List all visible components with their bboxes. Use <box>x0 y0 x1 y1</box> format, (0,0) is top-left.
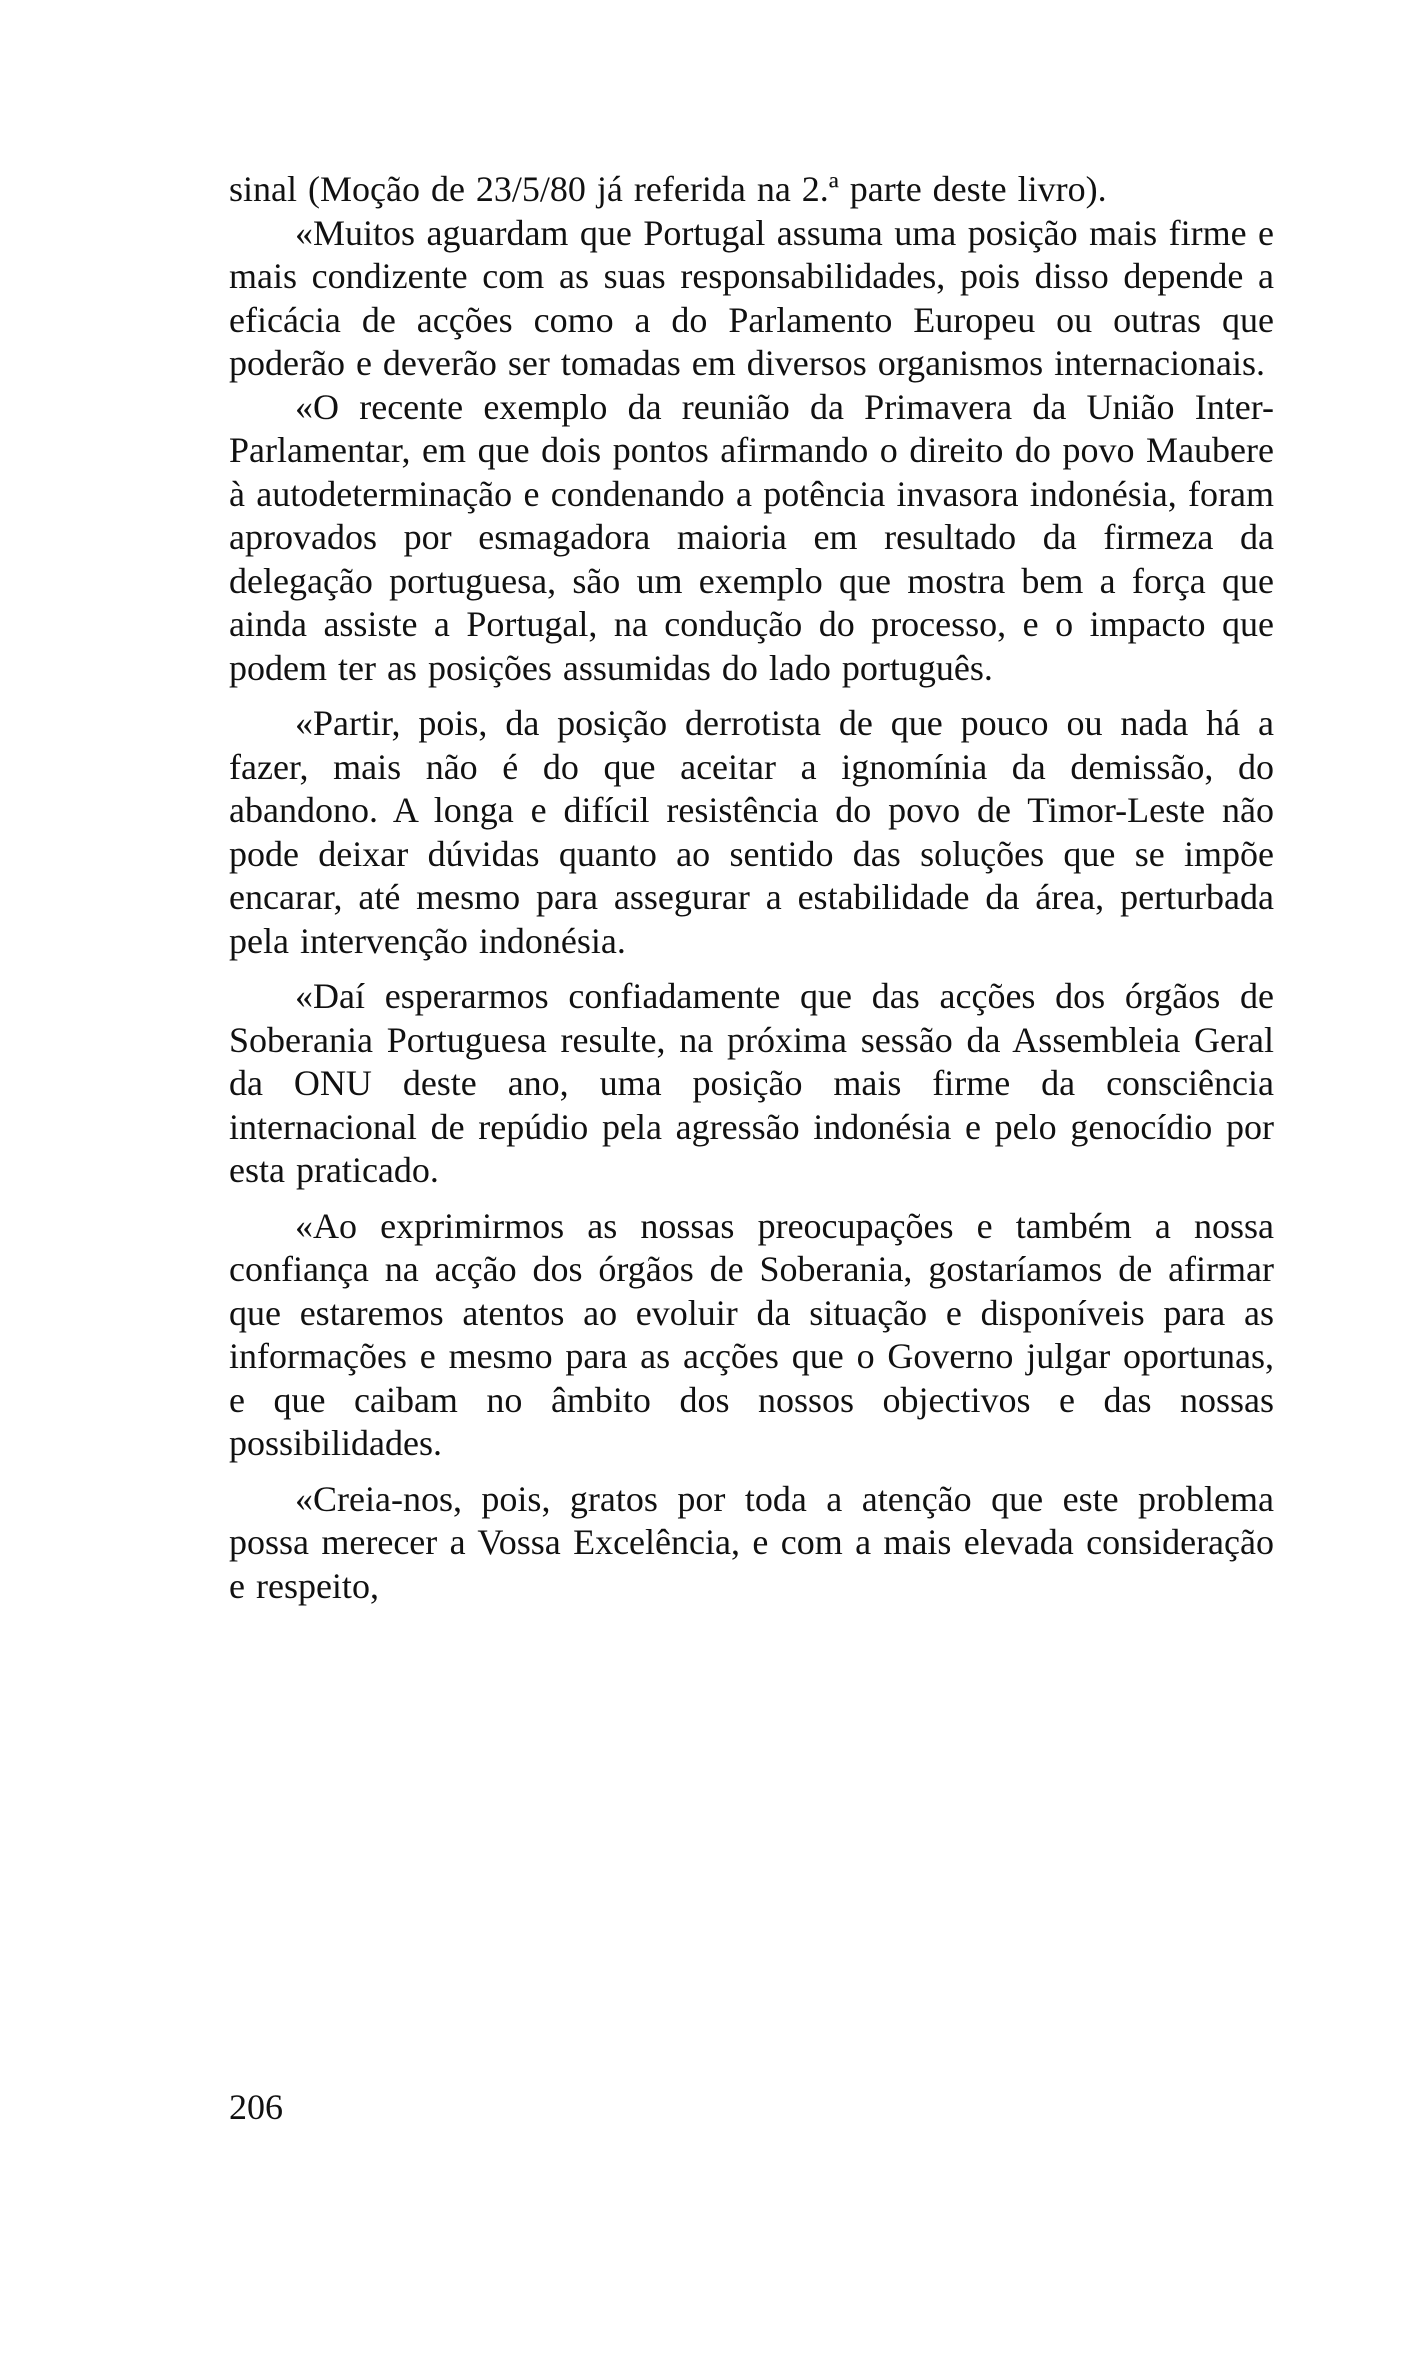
page-number: 206 <box>229 2087 283 2127</box>
paragraph-muitos-aguardam: «Muitos aguardam que Portugal assuma uma posição mais firme e mais condizente com as suas responsabilidades, pois disso depende a eficácia de acções como a do Parlamento Europeu ou outras que poderão e deverão ser tomadas em diversos organismos internacionais. <box>229 212 1274 383</box>
page-body <box>229 168 1274 1608</box>
paragraph-recente-exemplo: «O recente exemplo da reunião da Primavera da União Inter-Parlamentar, em que dois pontos afirmando o direito do povo Maubere à autodeterminação e condenando a potência invasora indonésia, foram aprovados por esmagadora maioria em resultado da firmeza da delegação portuguesa, são um exemplo que mostra bem a força que ainda assiste a Portugal, na condução do processo, e o impacto que podem ter as posições assumidas do lado português. <box>229 386 1274 688</box>
paragraph-creia-nos: «Creia-nos, pois, gratos por toda a atenção que este problema possa merecer a Vossa Excelência, e com a mais elevada consideração e respeito, <box>229 1478 1274 1606</box>
paragraph-continuation: sinal (Moção de 23/5/80 já referida na 2.ª parte deste livro). <box>229 169 1107 209</box>
paragraph-partir-pois: «Partir, pois, da posição derrotista de que pouco ou nada há a fazer, mais não é do que aceitar a ignomínia da demissão, do abandono. A longa e difícil resistência do povo de Timor-Leste não pode deixar dúvidas quanto ao sentido das soluções que se impõe encarar, até mesmo para assegurar a estabilidade da área, perturbada pela intervenção indonésia. <box>229 703 1274 961</box>
paragraph-dai-esperarmos: «Daí esperarmos confiadamente que das acções dos órgãos de Soberania Portuguesa resulte, na próxima sessão da Assembleia Geral da ONU deste ano, uma posição mais firme da consciência internacional de repúdio pela agressão indonésia e pelo genocídio por esta praticado. <box>229 976 1274 1190</box>
paragraph-ao-exprimirmos: «Ao exprimirmos as nossas preocupações e também a nossa confiança na acção dos órgãos de Soberania, gostaríamos de afirmar que estaremos atentos ao evoluir da situação e disponíveis para as informações e mesmo para as acções que o Governo julgar oportunas, e que caibam no âmbito dos nossos objectivos e das nossas possibilidades. <box>229 1205 1274 1463</box>
